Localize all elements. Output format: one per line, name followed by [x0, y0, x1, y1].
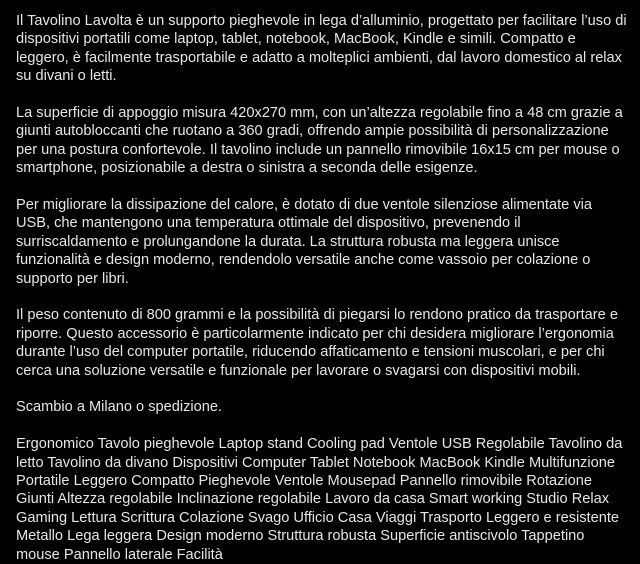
description-paragraph-cooling: Per migliorare la dissipazione del calore, è dotato di due ventole silenziose alimentate via USB, che mantengono una temperatura ottimale del dispositivo, prevenendo il surriscaldamento e prolungandone la durata. La struttura robusta ma leggera unisce funzionalità e design moderno, rendendolo versatile anche come vassoio per colazione o supporto per libri. — [16, 197, 592, 287]
description-paragraph-shipping: Scambio a Milano o spedizione. — [16, 399, 223, 416]
description-paragraph-weight: Il peso contenuto di 800 grammi e la possibilità di piegarsi lo rendono pratico da trasportare e riporre. Questo accessorio è particolarmente indicato per chi desidera migliorare l’ergonomia durante l’uso del computer portatile, riducendo affaticamento e tensioni muscolari, e per chi cerca una soluzione versatile e funzionale per lavorare o svagarsi con dispositivi mobili. — [16, 307, 618, 379]
description-paragraph-keywords: Ergonomico Tavolo pieghevole Laptop stand Cooling pad Ventole USB Regolabile Tavolino da letto Tavolino da divano Dispositivi Computer Tablet Notebook MacBook Kindle Multifunzione Portatile Leggero Compatto Pieghevole Ventole Mousepad Pannello rimovibile Rotazione Giunti Altezza regolabile Inclinazione regolabile Lavoro da casa Smart working Studio Relax Gaming Lettura Scrittura Colazione Svago Ufficio Casa Viaggi Trasporto Leggero e resistente Metallo Lega leggera Design moderno Struttura robusta Superficie antiscivolo Tappetino mouse Pannello laterale Facilità — [16, 436, 623, 563]
description-paragraph-dimensions: La superficie di appoggio misura 420x270 mm, con un’altezza regolabile fino a 48 cm grazie a giunti autobloccanti che ruotano a 360 gradi, offrendo ampie possibilità di personalizzazione per una postura confortevole. Il tavolino include un pannello rimovibile 16x15 cm per mouse o smartphone, posizionabile a destra o sinistra a seconda delle esigenze. — [16, 105, 623, 177]
description-paragraph-intro: Il Tavolino Lavolta è un supporto pieghevole in lega d’alluminio, progettato per facilitare l’uso di dispositivi portatili come laptop, tablet, notebook, MacBook, Kindle e simili. Compatto e leggero, è facilmente trasportabile e adatto a molteplici ambienti, dal lavoro domestico al relax su divani o letti. — [16, 13, 627, 85]
listing-description — [16, 12, 628, 564]
